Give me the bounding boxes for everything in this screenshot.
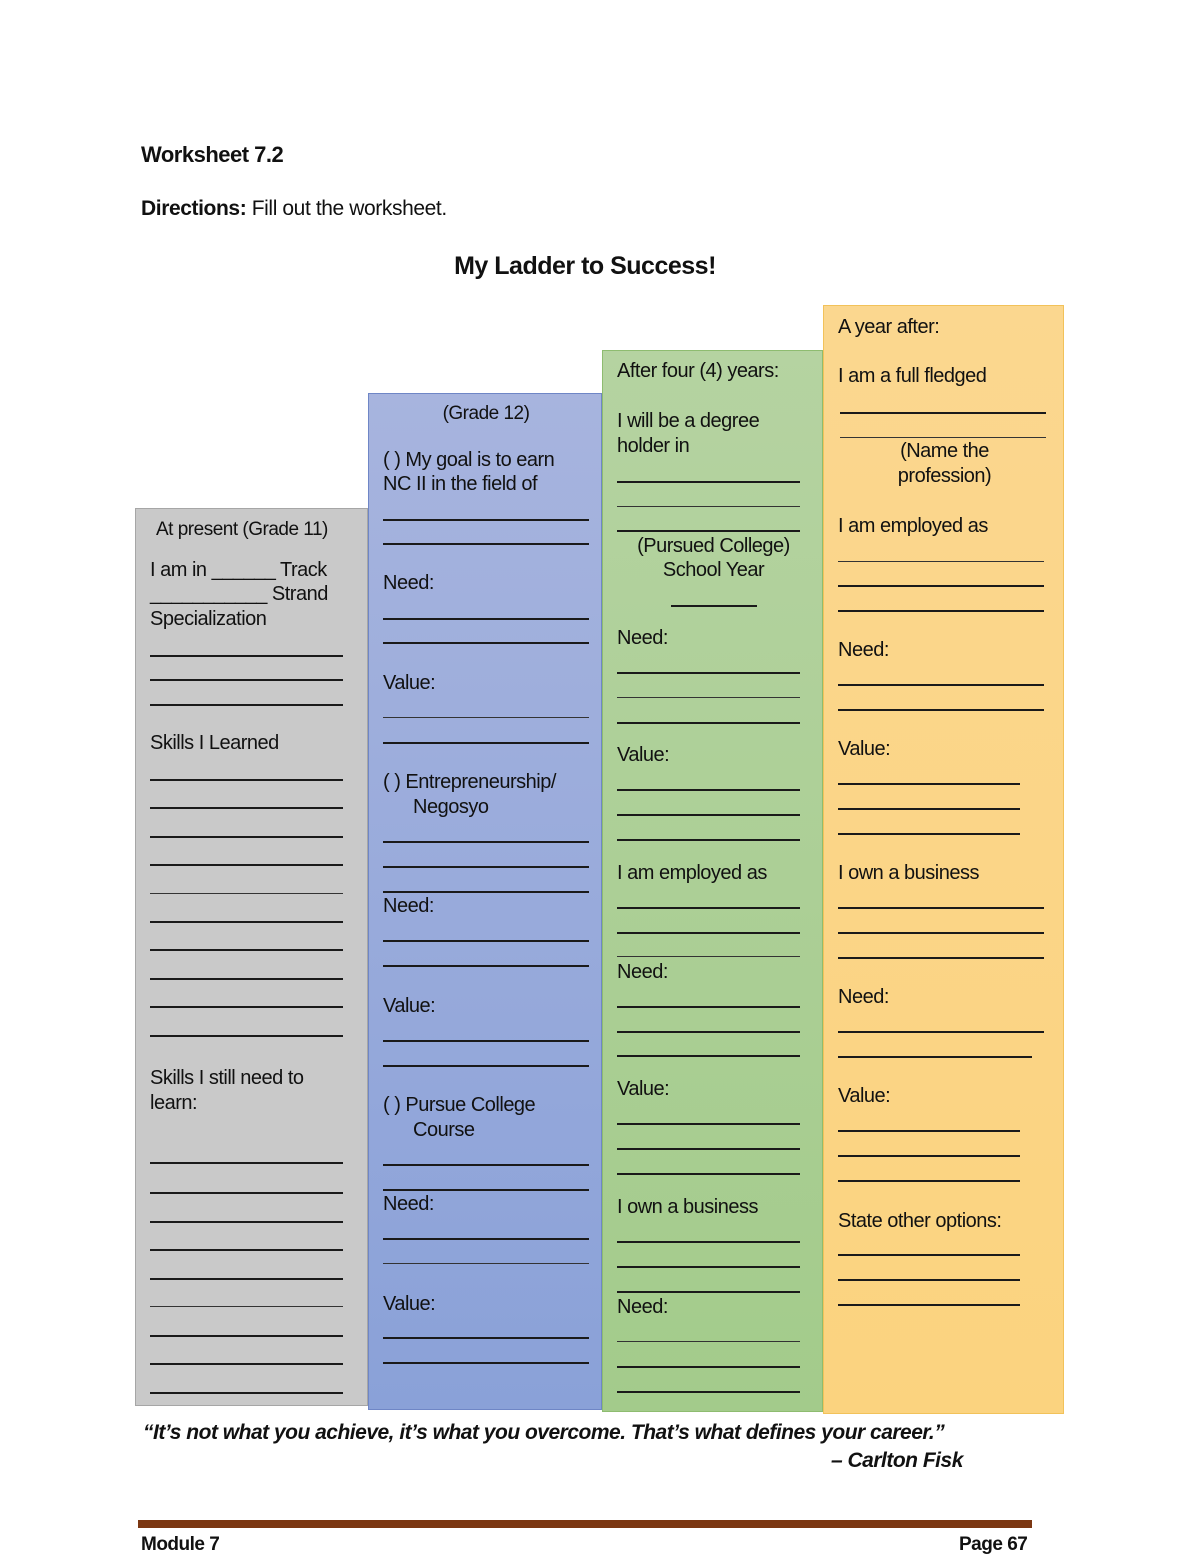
blank-line[interactable] (838, 1155, 1020, 1157)
blank-line[interactable] (838, 1254, 1020, 1256)
blank-line[interactable] (617, 672, 800, 674)
blank-line[interactable] (150, 1249, 343, 1251)
column-grade-12 (368, 393, 602, 1410)
blank-line[interactable] (838, 1130, 1020, 1132)
col3-pursued-1: (Pursued College) (637, 535, 790, 557)
col3-degree-1: I will be a degree (617, 410, 760, 432)
col2-college-2: Course (413, 1119, 475, 1141)
col3-value-b: Value: (617, 1078, 670, 1100)
col2-need-a: Need: (383, 572, 434, 594)
col3-degree-2: holder in (617, 435, 690, 457)
col3-pursued-2: School Year (662, 559, 765, 581)
blank-line[interactable] (150, 679, 343, 681)
blank-line[interactable] (150, 655, 343, 657)
col4-value-a: Value: (838, 738, 891, 760)
blank-line[interactable] (838, 932, 1044, 934)
blank-line[interactable] (150, 1335, 343, 1337)
col1-skills-need-2: learn: (150, 1092, 198, 1114)
blank-line[interactable] (838, 610, 1044, 612)
ladder-title: My Ladder to Success! (454, 252, 716, 280)
column-after-four-years (602, 350, 823, 1412)
col2-entrepreneurship-1: ( ) Entrepreneurship/ (383, 771, 556, 793)
blank-line[interactable] (383, 1065, 589, 1067)
blank-line[interactable] (150, 704, 343, 706)
blank-line[interactable] (838, 907, 1044, 909)
blank-line[interactable] (617, 789, 800, 791)
blank-line[interactable] (383, 1189, 589, 1191)
blank-line[interactable] (617, 722, 800, 724)
col2-value-b: Value: (383, 995, 436, 1017)
col1-track-line: I am in ______ Track (150, 559, 327, 581)
blank-line[interactable] (150, 1035, 343, 1037)
blank-line[interactable] (383, 1337, 589, 1339)
col1-skills-learned: Skills I Learned (150, 732, 279, 754)
blank-line[interactable] (150, 1162, 343, 1164)
col4-business: I own a business (838, 862, 979, 884)
col4-employed: I am employed as (838, 515, 988, 537)
blank-line[interactable] (838, 561, 1044, 562)
blank-line[interactable] (838, 1304, 1020, 1306)
blank-line[interactable] (838, 808, 1020, 810)
col4-other-options: State other options: (838, 1210, 1002, 1232)
blank-line[interactable] (617, 1148, 800, 1150)
blank-line[interactable] (383, 618, 589, 620)
blank-line[interactable] (617, 530, 800, 532)
blank-line[interactable] (383, 940, 589, 942)
blank-line[interactable] (838, 833, 1020, 835)
footer-divider (138, 1520, 1032, 1528)
blank-line[interactable] (840, 437, 1046, 438)
blank-line[interactable] (383, 841, 589, 843)
col3-employed: I am employed as (617, 862, 767, 884)
col2-value-a: Value: (383, 672, 436, 694)
col3-need-c: Need: (617, 1296, 668, 1318)
blank-line[interactable] (150, 1392, 343, 1394)
col4-heading: A year after: (838, 316, 940, 338)
blank-line[interactable] (617, 839, 800, 841)
blank-line[interactable] (617, 1006, 800, 1008)
col2-goal-2: NC II in the field of (383, 473, 538, 495)
col1-skills-need-1: Skills I still need to (150, 1067, 304, 1089)
blank-line[interactable] (617, 1123, 800, 1125)
blank-line[interactable] (150, 807, 343, 809)
blank-line[interactable] (838, 783, 1020, 785)
column-grade-11 (135, 508, 368, 1406)
blank-line[interactable] (383, 965, 589, 967)
col3-heading: After four (4) years: (617, 360, 779, 382)
col4-name-1: (Name the (900, 440, 989, 462)
blank-line[interactable] (150, 921, 343, 923)
worksheet-title: Worksheet 7.2 (141, 142, 284, 167)
blank-line[interactable] (617, 956, 800, 957)
col4-need-a: Need: (838, 639, 889, 661)
col4-fledged: I am a full fledged (838, 365, 987, 387)
blank-line[interactable] (838, 1279, 1020, 1281)
quote-author: – Carlton Fisk (831, 1449, 963, 1472)
col2-goal-1: ( ) My goal is to earn (383, 449, 555, 471)
blank-line[interactable] (617, 1366, 800, 1368)
blank-line[interactable] (840, 412, 1046, 414)
blank-line[interactable] (150, 1278, 343, 1280)
blank-line[interactable] (617, 814, 800, 816)
col1-heading: At present (Grade 11) (156, 519, 328, 540)
blank-line[interactable] (617, 1291, 800, 1293)
col3-need-b: Need: (617, 961, 668, 983)
col4-name-2: profession) (897, 465, 992, 487)
blank-line[interactable] (617, 1266, 800, 1268)
col1-specialization: Specialization (150, 608, 267, 630)
blank-line[interactable] (383, 717, 589, 718)
col2-value-c: Value: (383, 1293, 436, 1315)
blank-line[interactable] (383, 1238, 589, 1240)
blank-line[interactable] (150, 836, 343, 838)
column-a-year-after (823, 305, 1064, 1414)
blank-line[interactable] (383, 1040, 589, 1042)
directions-text: Fill out the worksheet. (246, 197, 447, 220)
blank-line[interactable] (671, 605, 757, 607)
blank-line[interactable] (383, 1362, 589, 1364)
footer-module: Module 7 (141, 1534, 220, 1555)
blank-line[interactable] (838, 957, 1044, 959)
col3-business: I own a business (617, 1196, 758, 1218)
directions (141, 197, 447, 221)
blank-line[interactable] (617, 506, 800, 507)
col3-need-a: Need: (617, 627, 668, 649)
col2-need-b: Need: (383, 895, 434, 917)
col2-college-1: ( ) Pursue College (383, 1094, 536, 1116)
blank-line[interactable] (617, 907, 800, 909)
col2-need-c: Need: (383, 1193, 434, 1215)
blank-line[interactable] (150, 1192, 343, 1194)
blank-line[interactable] (383, 1263, 589, 1264)
blank-line[interactable] (838, 684, 1044, 686)
col1-strand-line: ___________ Strand (150, 583, 328, 605)
blank-line[interactable] (617, 1391, 800, 1393)
blank-line[interactable] (383, 866, 589, 868)
col2-entrepreneurship-2: Negosyo (413, 796, 489, 818)
blank-line[interactable] (150, 1221, 343, 1223)
blank-line[interactable] (383, 742, 589, 744)
blank-line[interactable] (617, 697, 800, 698)
col4-need-b: Need: (838, 986, 889, 1008)
blank-line[interactable] (838, 585, 1044, 587)
blank-line[interactable] (617, 481, 800, 483)
col3-value-a: Value: (617, 744, 670, 766)
blank-line[interactable] (838, 1180, 1020, 1182)
blank-line[interactable] (617, 1173, 800, 1175)
blank-line[interactable] (838, 709, 1044, 711)
blank-line[interactable] (617, 1241, 800, 1243)
blank-line[interactable] (150, 864, 343, 866)
blank-line[interactable] (383, 543, 589, 545)
blank-line[interactable] (383, 642, 589, 644)
blank-line[interactable] (383, 891, 589, 893)
col2-heading: (Grade 12) (442, 403, 530, 424)
blank-line[interactable] (838, 1031, 1044, 1033)
blank-line[interactable] (150, 949, 343, 951)
blank-line[interactable] (383, 519, 589, 521)
blank-line[interactable] (150, 779, 343, 781)
col4-value-b: Value: (838, 1085, 891, 1107)
quote: “It’s not what you achieve, it’s what you overcome. That’s what defines your career.” (143, 1421, 945, 1444)
blank-line[interactable] (150, 1363, 343, 1365)
blank-line[interactable] (383, 1164, 589, 1166)
blank-line[interactable] (617, 1341, 800, 1342)
blank-line[interactable] (617, 1055, 800, 1057)
blank-line[interactable] (150, 1006, 343, 1008)
footer-page-number: Page 67 (959, 1534, 1028, 1555)
blank-line[interactable] (617, 1031, 800, 1033)
directions-label: Directions: (141, 197, 247, 220)
blank-line[interactable] (617, 932, 800, 934)
blank-line[interactable] (150, 893, 343, 894)
blank-line[interactable] (150, 1306, 343, 1307)
blank-line[interactable] (838, 1056, 1032, 1058)
blank-line[interactable] (150, 978, 343, 980)
